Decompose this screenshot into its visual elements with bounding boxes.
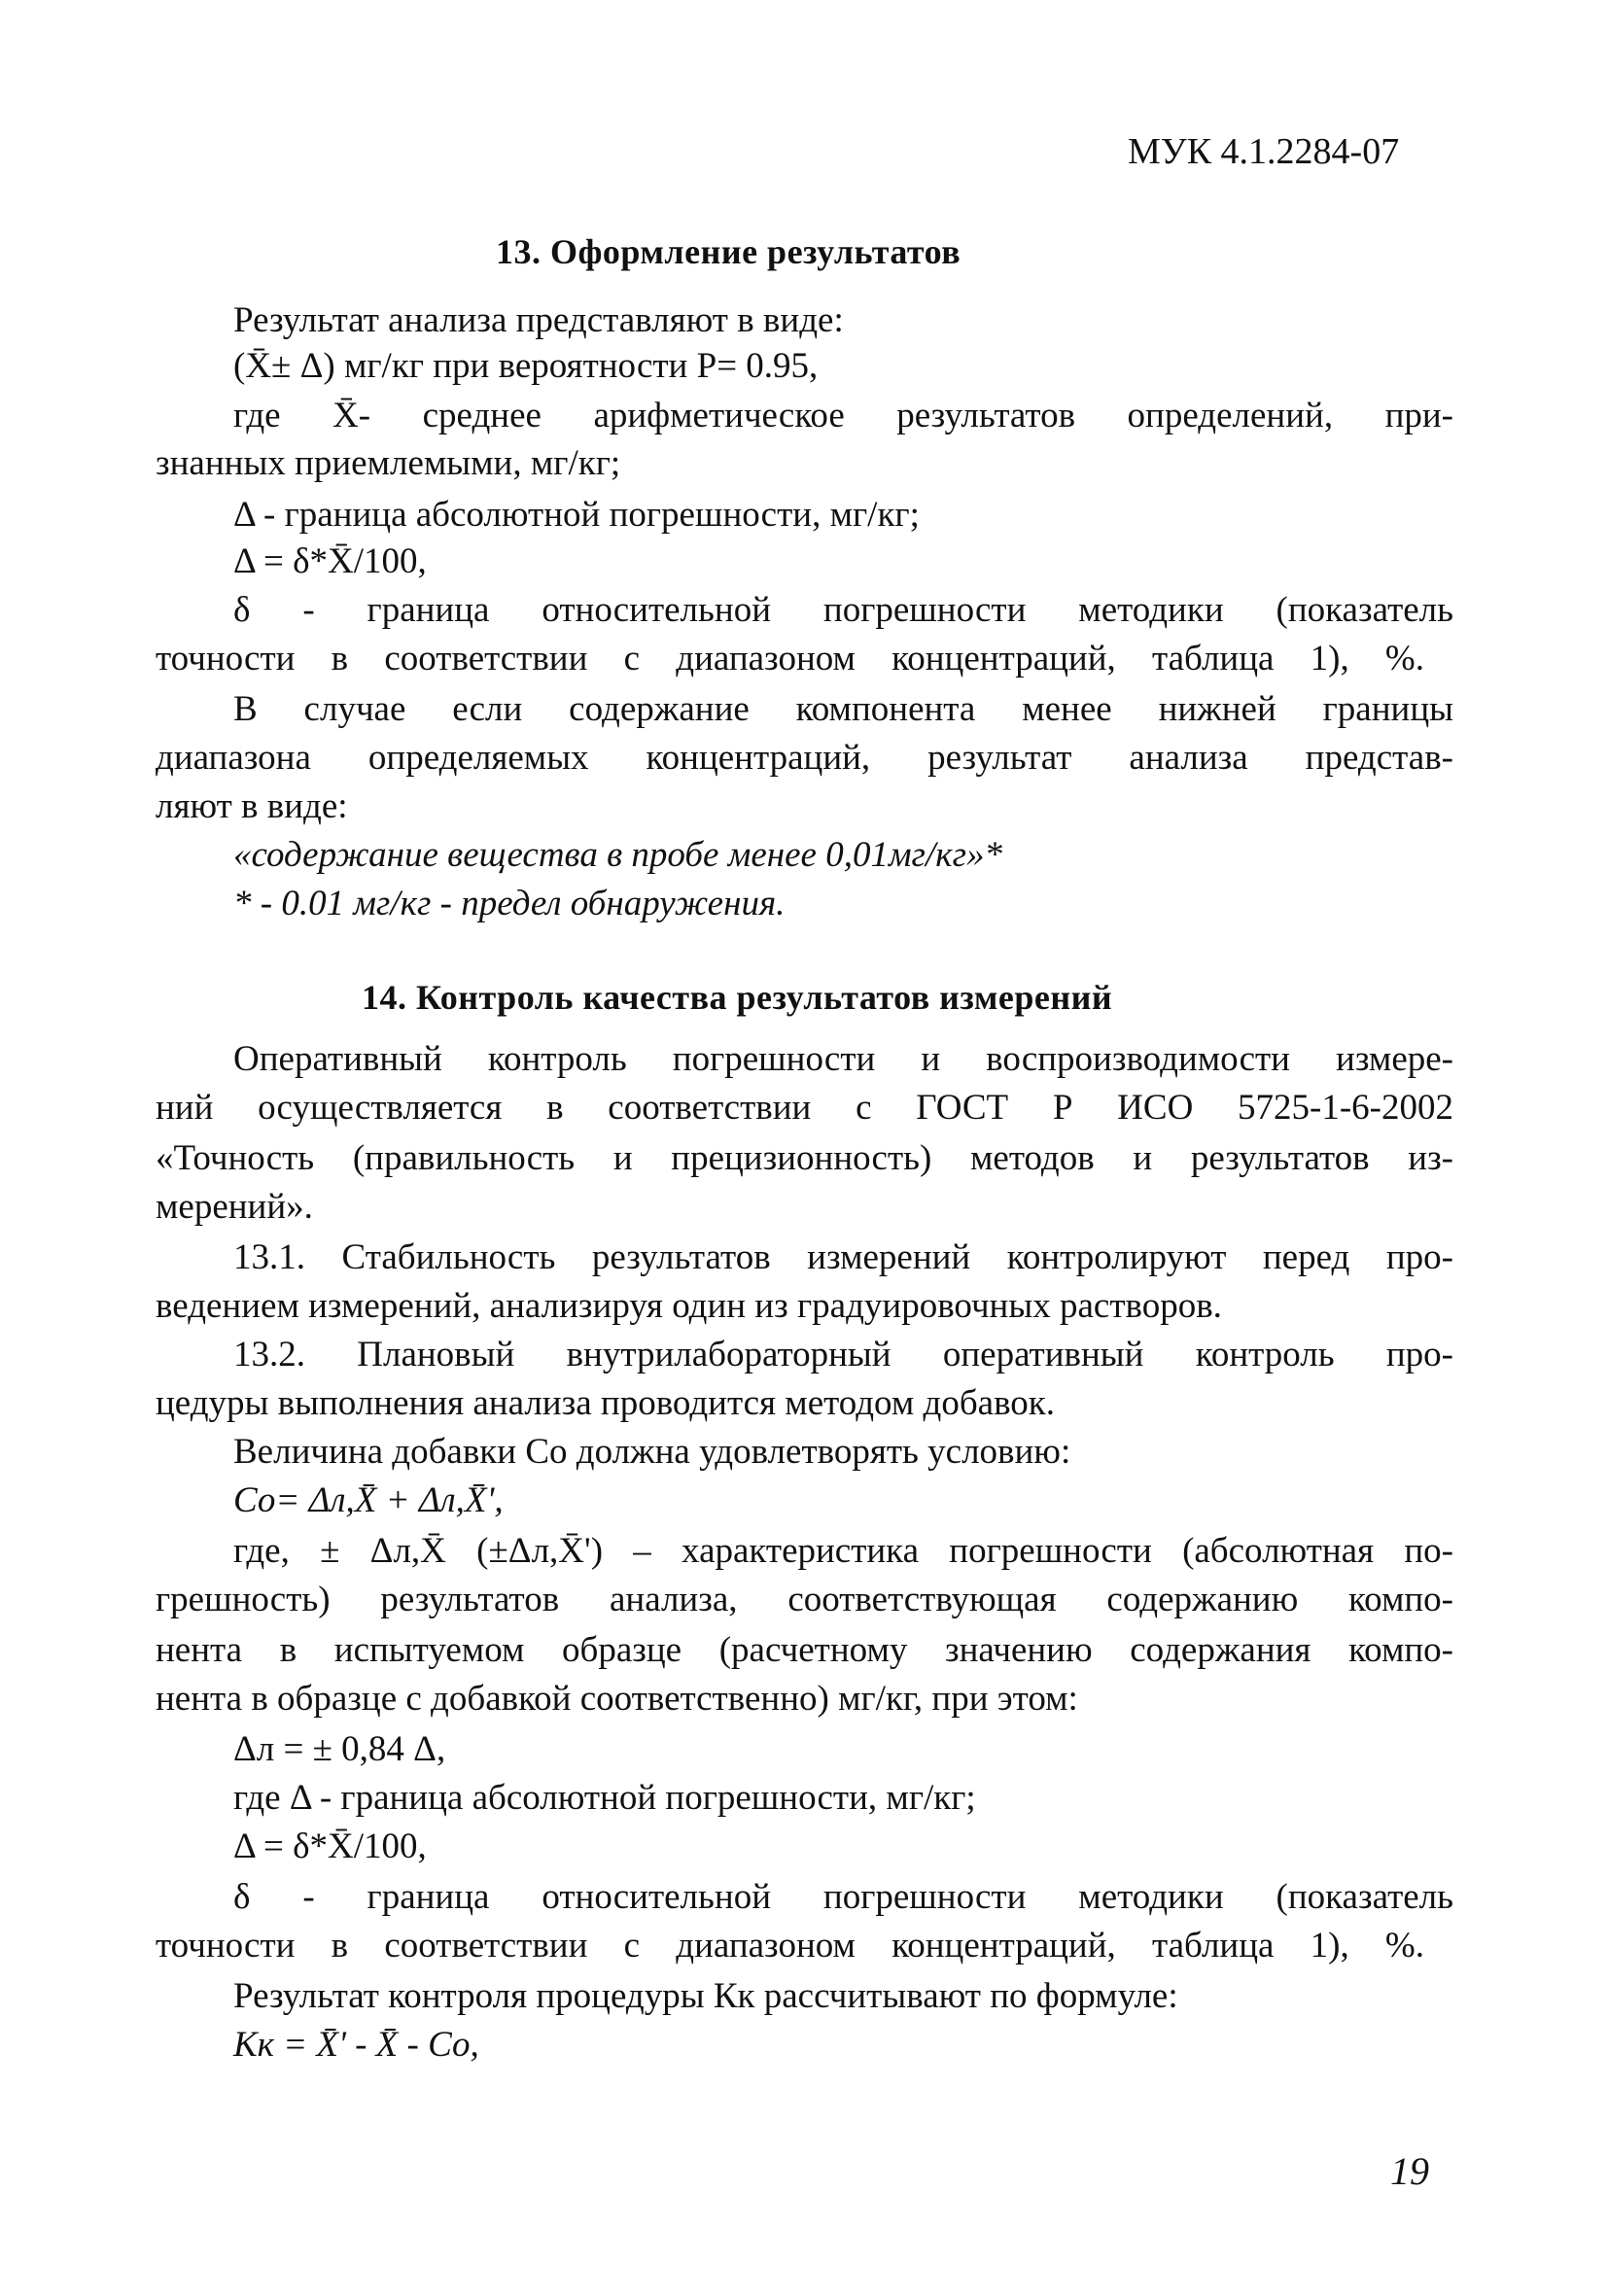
document-code: МУК 4.1.2284-07 (1128, 131, 1400, 172)
s14-line-2: ний осуществляется в соответствии с ГОСТ Р ИСО 5725-1-6-2002 (156, 1088, 1453, 1128)
s14-line-4: мерений». (156, 1187, 313, 1227)
s13-line-5: Δ - граница абсолютной погрешности, мг/кг; (233, 495, 920, 535)
s13-line-4: знанных приемлемыми, мг/кг; (156, 443, 621, 483)
s14-line-7: 13.2. Плановый внутрилабораторный оперативный контроль про- (233, 1335, 1453, 1374)
s14-formula-4: Кк = X̄' - X̄ - Со, (233, 2025, 479, 2065)
s14-line-13: нента в испытуемом образце (расчетному значению содержания компо- (156, 1630, 1453, 1670)
s13-line-11: ляют в виде: (156, 786, 348, 826)
s13-line-10: диапазона определяемых концентраций, результат анализа представ- (156, 738, 1453, 778)
s13-footnote: * - 0.01 мг/кг - предел обнаружения. (233, 884, 786, 923)
s14-formula-1: Со= Δл,X̄ + Δл,X̄', (233, 1480, 504, 1520)
s14-line-3: «Точность (правильность и прецизионность) методов и результатов из- (156, 1138, 1453, 1178)
s14-line-14: нента в образце с добавкой соответственно) мг/кг, при этом: (156, 1679, 1078, 1719)
s14-line-6: ведением измерений, анализируя один из градуировочных растворов. (156, 1286, 1222, 1326)
s13-line-2: (X̄± Δ) мг/кг при вероятности Р= 0.95, (233, 346, 819, 386)
s14-line-18: δ - граница относительной погрешности методики (показатель (233, 1877, 1453, 1917)
section-13-title: 13. Оформление результатов (496, 232, 961, 271)
s14-formula-2: Δл = ± 0,84 Δ, (233, 1729, 446, 1769)
s13-line-8: точности в соответствии с диапазоном концентраций, таблица 1), %. (156, 639, 1424, 678)
s14-formula-3: Δ = δ*X̄/100, (233, 1826, 427, 1866)
s14-line-9: Величина добавки Со должна удовлетворять условию: (233, 1432, 1071, 1472)
s13-line-9: В случае если содержание компонента менее нижней границы (233, 689, 1453, 729)
s14-line-5: 13.1. Стабильность результатов измерений контролируют перед про- (233, 1237, 1453, 1277)
s14-line-11: где, ± Δл,X̄ (±Δл,X̄') – характеристика погрешности (абсолютная по- (233, 1531, 1453, 1571)
s13-line-3: где X̄- среднее арифметическое результатов определений, при- (233, 396, 1453, 435)
s14-line-8: цедуры выполнения анализа проводится методом добавок. (156, 1383, 1056, 1423)
s13-line-6: Δ = δ*X̄/100, (233, 541, 427, 581)
s14-line-20: Результат контроля процедуры Кк рассчитывают по формуле: (233, 1976, 1178, 2016)
s13-line-1: Результат анализа представляют в виде: (233, 300, 844, 340)
s14-line-19: точности в соответствии с диапазоном концентраций, таблица 1), %. (156, 1926, 1424, 1966)
s13-line-7: δ - граница относительной погрешности методики (показатель (233, 590, 1453, 630)
s14-line-16: где Δ - граница абсолютной погрешности, мг/кг; (233, 1778, 976, 1818)
page-number: 19 (1390, 2149, 1429, 2193)
section-14-title: 14. Контроль качества результатов измерений (362, 978, 1113, 1017)
s14-line-12: грешность) результатов анализа, соответствующая содержанию компо- (156, 1580, 1453, 1619)
s14-line-1: Оперативный контроль погрешности и воспроизводимости измере- (233, 1039, 1453, 1079)
s13-note-line: «содержание вещества в пробе менее 0,01мг/кг»* (233, 835, 1003, 875)
